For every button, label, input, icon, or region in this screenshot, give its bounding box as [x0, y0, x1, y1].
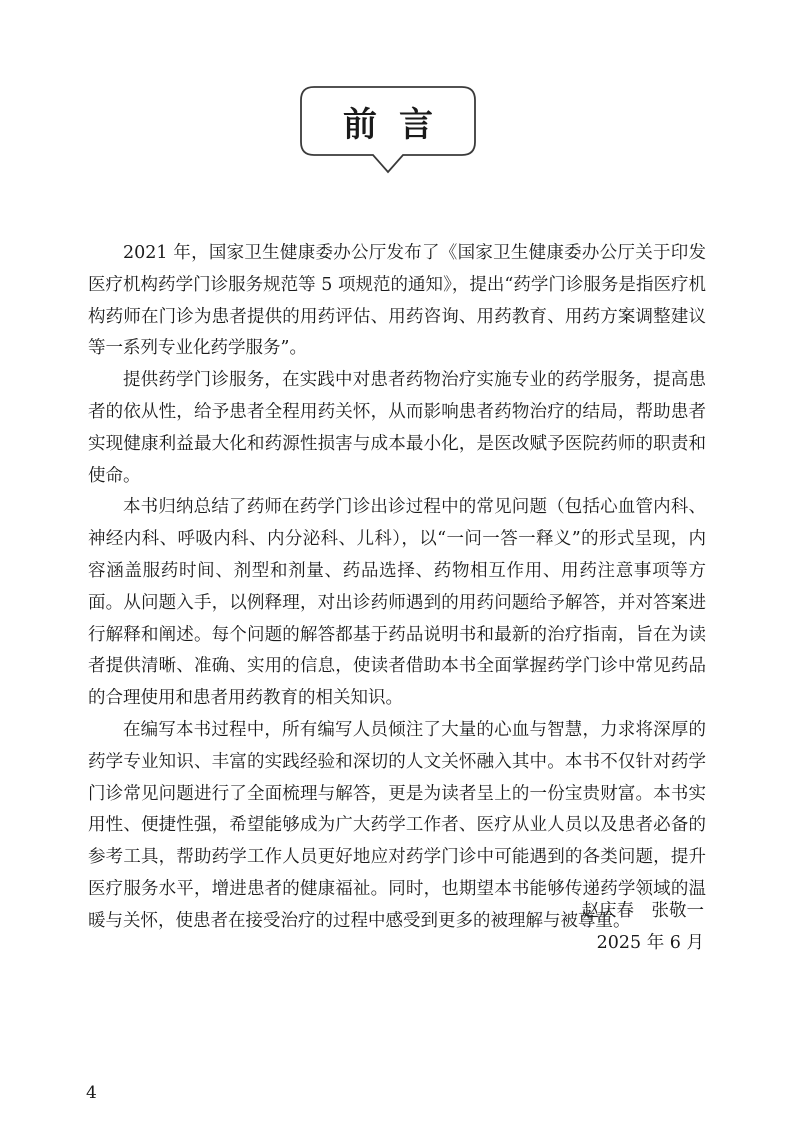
signature-date: 2025 年 6 月: [596, 932, 704, 953]
paragraph-2: 提供药学门诊服务，在实践中对患者药物治疗实施专业的药学服务，提高患者的依从性，给予患者全程用药关怀，从而影响患者药物治疗的结局，帮助患者实现健康利益最大化和药源性损害与成本最小化，是医改赋予医院药师的职责和使命。: [88, 370, 706, 486]
page-title: 前言: [343, 105, 455, 145]
paragraph-3: 本书归纳总结了药师在药学门诊出诊过程中的常见问题（包括心血管内科、神经内科、呼吸内科、内分泌科、儿科），以“一问一答一释义”的形式呈现，内容涵盖服药时间、剂型和剂量、药品选择、药物相互作用、用药注意事项等方面。从问题入手，以例释理，对出诊药师遇到的用药问题给予解答，并对答案进行解释和阐述。每个问题的解答都基于药品说明书和最新的治疗指南，旨在为读者提供清晰、准确、实用的信息，使读者借助本书全面掌握药学门诊中常见药品的合理使用和患者用药教育的相关知识。: [88, 497, 706, 709]
signature-block: [582, 896, 705, 960]
paragraph-4: 在编写本书过程中，所有编写人员倾注了大量的心血与智慧，力求将深厚的药学专业知识、丰富的实践经验和深切的人文关怀融入其中。本书不仅针对药学门诊常见问题进行了全面梳理与解答，更是为读者呈上的一份宝贵财富。本书实用性、便捷性强，希望能够成为广大药学工作者、医疗从业人员以及患者必备的参考工具，帮助药学工作人员更好地应对药学门诊中可能遇到的各类问题，提升医疗服务水平，增进患者的健康福祉。同时，也期望本书能够传递药学领域的温暖与关怀，使患者在接受治疗的过程中感受到更多的被理解与被尊重。: [88, 719, 706, 931]
page-number: 4: [86, 1083, 97, 1103]
author-names: 赵庆春 张敬一: [581, 901, 704, 921]
preface-body: [88, 238, 706, 938]
title-box: [300, 86, 476, 176]
paragraph-1: 2021 年，国家卫生健康委办公厅发布了《国家卫生健康委办公厅关于印发医疗机构药学门诊服务规范等 5 项规范的通知》，提出“药学门诊服务是指医疗机构药师在门诊为患者提供的用药评估、用药咨询、用药教育、用药方案调整建议等一系列专业化药学服务”。: [88, 243, 706, 359]
